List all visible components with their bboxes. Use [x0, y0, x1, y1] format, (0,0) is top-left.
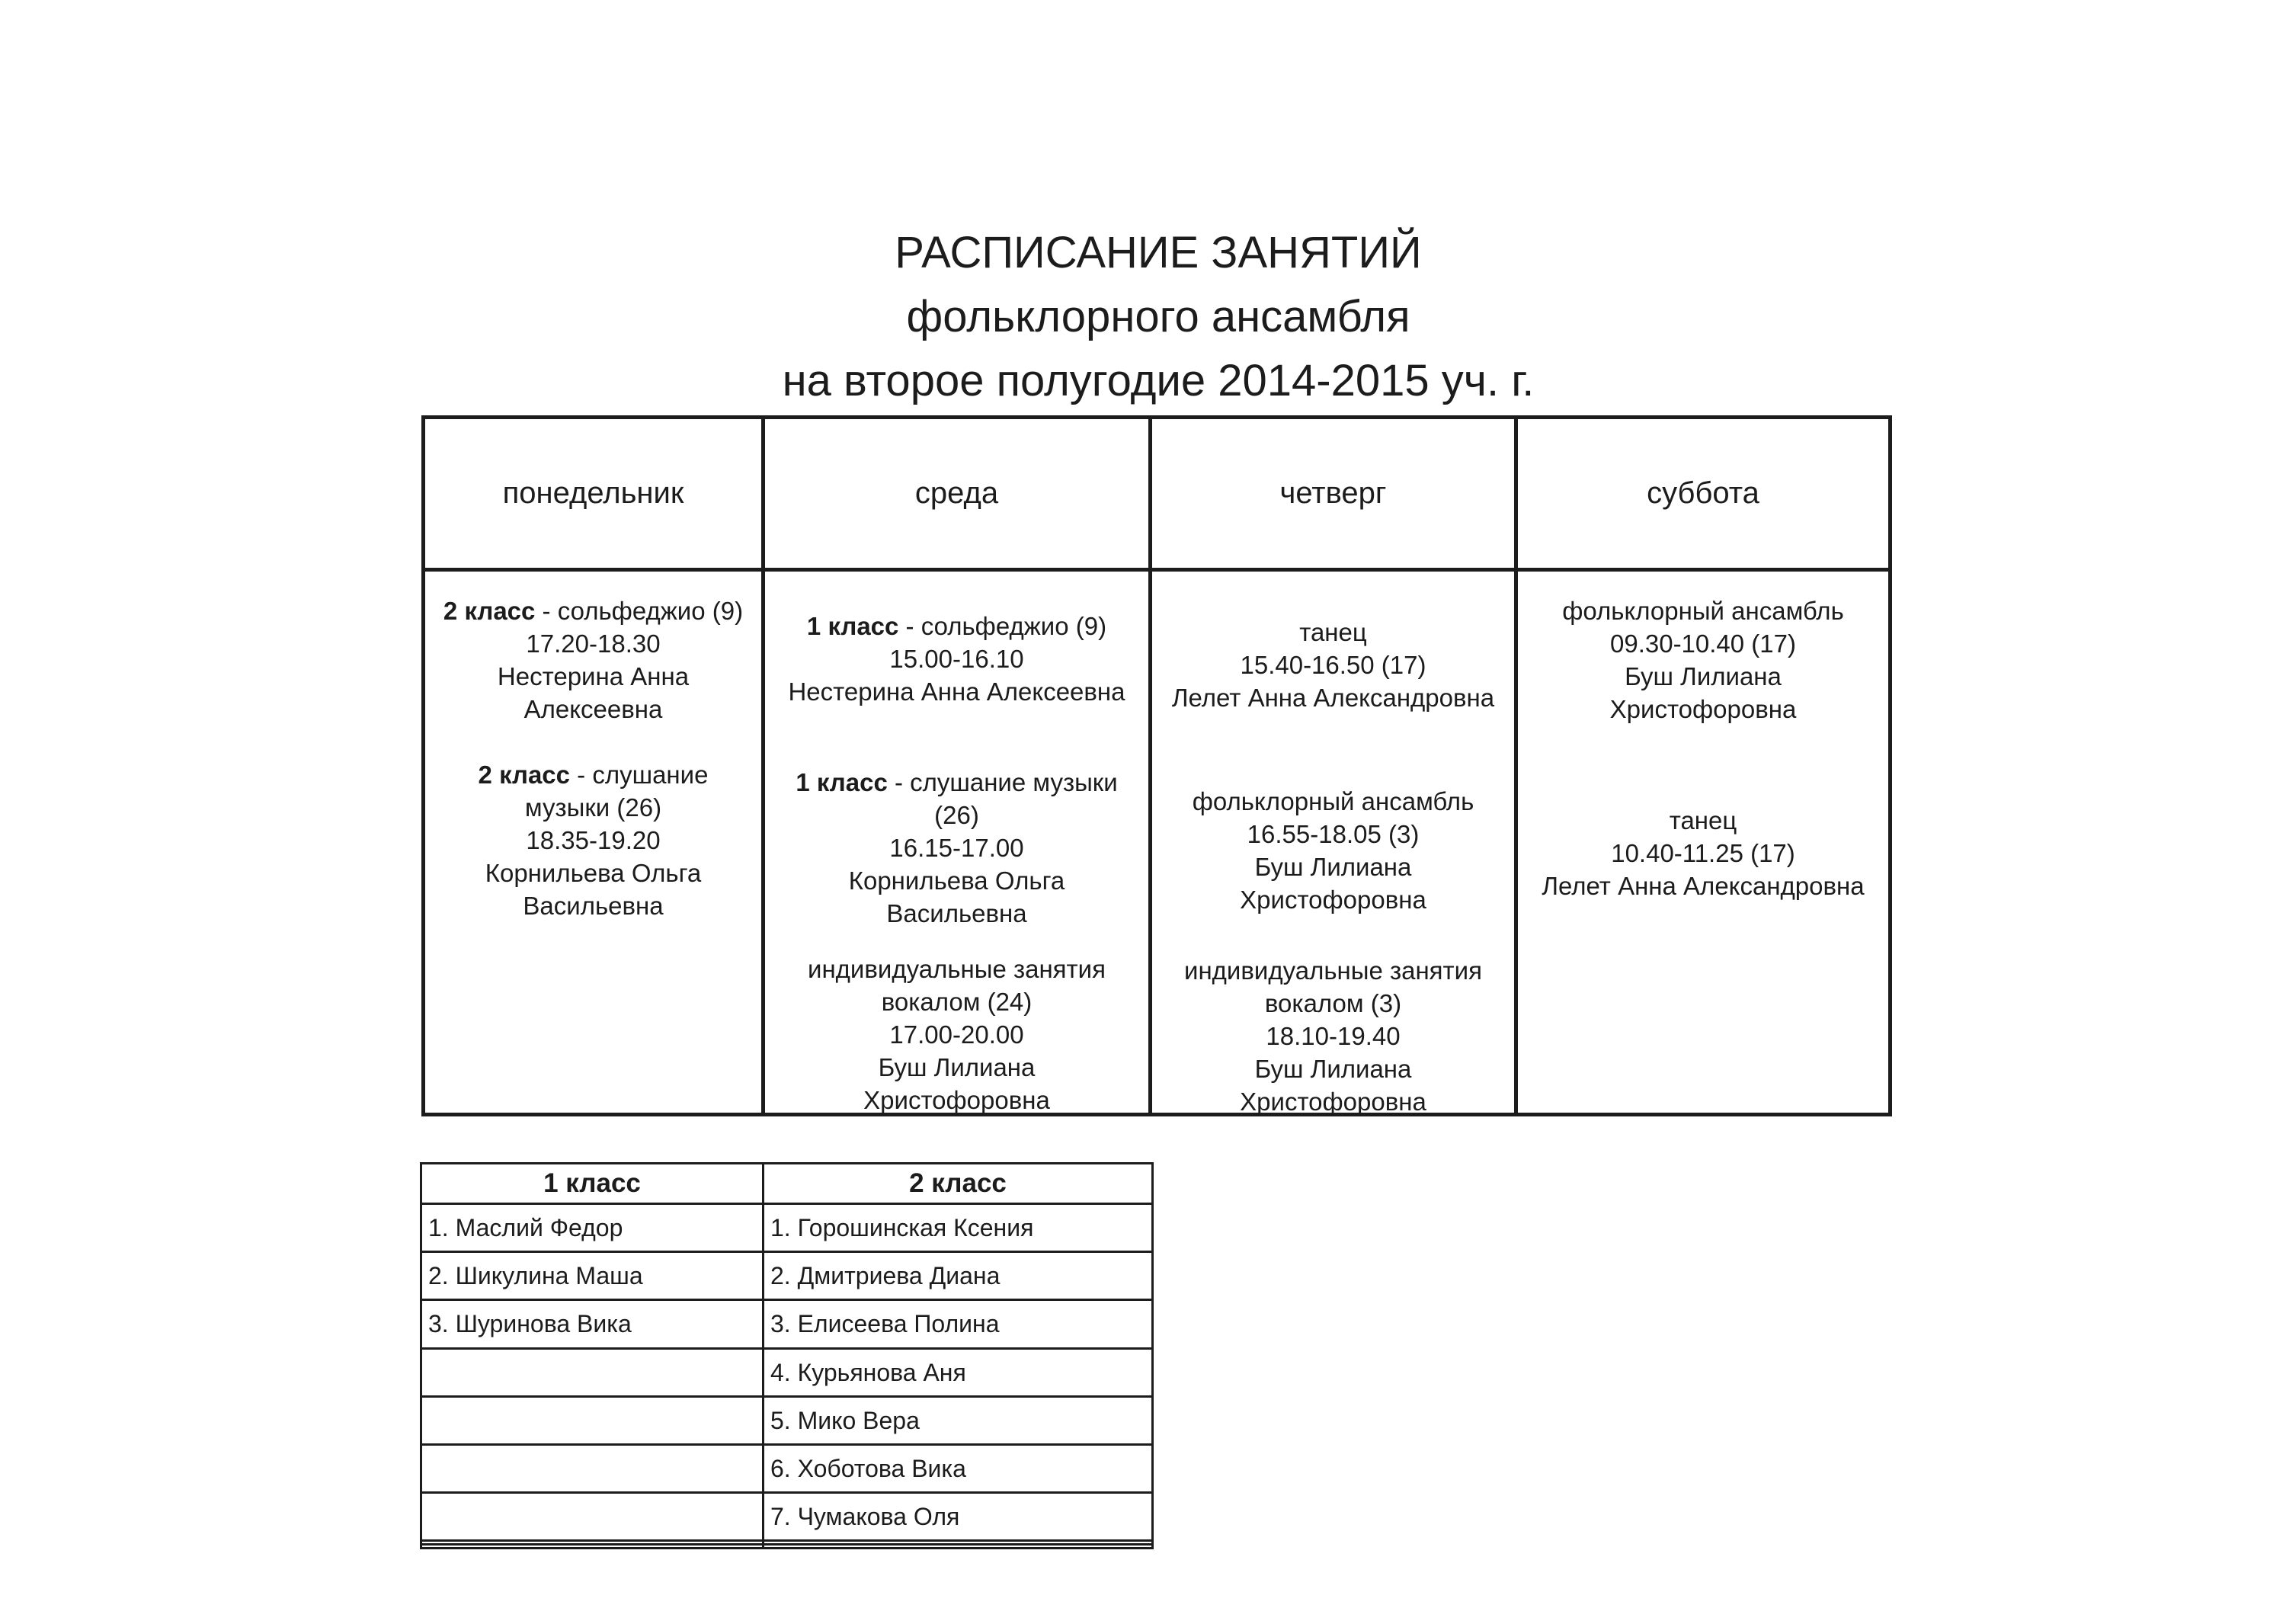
teacher-text: Лелет Анна Александровна	[1542, 872, 1865, 900]
subject-text: танец	[1299, 618, 1367, 646]
roster-row	[421, 1493, 1153, 1541]
roster-cell-class2: 4. Курьянова Аня	[764, 1348, 1153, 1396]
teacher-text: Васильевна	[523, 892, 664, 920]
time-text: 15.40-16.50 (17)	[1240, 651, 1426, 679]
time-text: 16.15-17.00	[889, 834, 1024, 862]
subject-text: (26)	[934, 801, 979, 829]
student-roster-table	[420, 1162, 1154, 1549]
teacher-text: Буш Лилиана	[878, 1053, 1036, 1081]
schedule-entry	[1152, 954, 1514, 1118]
teacher-text: Корнильева Ольга	[848, 866, 1065, 895]
roster-cell-class2: 1. Горошинская Ксения	[764, 1204, 1153, 1252]
time-text: 17.20-18.30	[526, 629, 661, 658]
time-text: 15.00-16.10	[889, 645, 1024, 673]
monday-cell	[424, 570, 764, 1115]
teacher-text: Буш Лилиана	[1254, 1055, 1412, 1083]
subject-text: индивидуальные занятия	[808, 955, 1106, 983]
class-label: 2 класс	[443, 597, 536, 625]
roster-cell-empty	[421, 1545, 764, 1549]
roster-row	[421, 1444, 1153, 1492]
time-text: 16.55-18.05 (3)	[1247, 820, 1420, 848]
title-line-3: на второе полугодие 2014-2015 уч. г.	[782, 356, 1535, 405]
roster-cell-empty	[421, 1493, 764, 1541]
subject-text: - слушание музыки	[887, 768, 1118, 796]
subject-text: музыки (26)	[524, 793, 662, 822]
schedule-entry	[425, 758, 761, 922]
schedule-entry	[425, 594, 761, 726]
entry-line	[765, 610, 1148, 642]
teacher-text: Васильевна	[886, 899, 1027, 927]
entry-line	[765, 766, 1148, 799]
roster-cell-class2: 3. Елисеева Полина	[764, 1300, 1153, 1348]
subject-text: фольклорный ансамбль	[1562, 597, 1844, 625]
subject-text: - слушание	[570, 761, 709, 789]
roster-cell-empty	[421, 1444, 764, 1492]
entry-line	[425, 594, 761, 627]
teacher-text: Буш Лилиана	[1254, 853, 1412, 881]
roster-cell-class2: 6. Хоботова Вика	[764, 1444, 1153, 1492]
roster-cell-empty	[764, 1545, 1153, 1549]
roster-row	[421, 1545, 1153, 1549]
roster-header-class1: 1 класс	[421, 1164, 764, 1204]
schedule-body-row	[424, 570, 1891, 1115]
saturday-cell	[1516, 570, 1891, 1115]
teacher-text: Христофоровна	[1609, 695, 1797, 723]
schedule-entry	[765, 766, 1148, 930]
thursday-cell	[1151, 570, 1516, 1115]
subject-text: вокалом (3)	[1264, 989, 1402, 1017]
schedule-entry	[765, 610, 1148, 708]
teacher-text: Корнильева Ольга	[485, 859, 702, 887]
roster-cell-class1: 2. Шикулина Маша	[421, 1252, 764, 1300]
entry-line	[425, 758, 761, 791]
schedule-table	[421, 415, 1892, 1116]
day-header-monday: понедельник	[424, 418, 764, 570]
teacher-text: Буш Лилиана	[1625, 662, 1782, 690]
roster-cell-class2: 2. Дмитриева Диана	[764, 1252, 1153, 1300]
roster-row	[421, 1204, 1153, 1252]
subject-text: - сольфеджио (9)	[535, 597, 744, 625]
subject-text: вокалом (24)	[881, 988, 1033, 1016]
roster-row	[421, 1396, 1153, 1444]
roster-cell-empty	[421, 1348, 764, 1396]
roster-header-class2: 2 класс	[764, 1164, 1153, 1204]
day-header-wednesday: среда	[764, 418, 1151, 570]
class-label: 1 класс	[806, 612, 899, 640]
time-text: 10.40-11.25 (17)	[1611, 839, 1795, 867]
schedule-entry	[1518, 804, 1888, 902]
subject-text: фольклорный ансамбль	[1192, 787, 1474, 815]
teacher-text: Христофоровна	[1240, 886, 1426, 914]
teacher-text: Лелет Анна Александровна	[1171, 684, 1495, 712]
schedule-entry	[1152, 785, 1514, 916]
document-title	[0, 221, 2286, 413]
day-header-saturday: суббота	[1516, 418, 1891, 570]
subject-text: танец	[1669, 806, 1737, 834]
time-text: 17.00-20.00	[889, 1020, 1024, 1049]
day-header-thursday: четверг	[1151, 418, 1516, 570]
teacher-text: Христофоровна	[1240, 1087, 1426, 1116]
teacher-text: Христофоровна	[863, 1086, 1050, 1114]
roster-cell-empty	[421, 1396, 764, 1444]
roster-row	[421, 1300, 1153, 1348]
schedule-entry	[1518, 594, 1888, 726]
teacher-text: Алексеевна	[523, 695, 663, 723]
roster-cell-class1: 3. Шуринова Вика	[421, 1300, 764, 1348]
roster-cell-class2: 5. Мико Вера	[764, 1396, 1153, 1444]
wednesday-cell	[764, 570, 1151, 1115]
roster-row	[421, 1252, 1153, 1300]
class-label: 1 класс	[796, 768, 888, 796]
roster-header-row	[421, 1164, 1153, 1204]
roster-row	[421, 1348, 1153, 1396]
subject-text: - сольфеджио (9)	[898, 612, 1107, 640]
roster-cell-class2: 7. Чумакова Оля	[764, 1493, 1153, 1541]
title-line-1: РАСПИСАНИЕ ЗАНЯТИЙ	[895, 228, 1422, 277]
subject-text: индивидуальные занятия	[1184, 956, 1482, 985]
roster-cell-class1: 1. Маслий Федор	[421, 1204, 764, 1252]
time-text: 18.10-19.40	[1266, 1022, 1401, 1050]
schedule-header-row	[424, 418, 1891, 570]
teacher-text: Нестерина Анна Алексеевна	[788, 677, 1125, 706]
time-text: 18.35-19.20	[526, 826, 661, 854]
time-text: 09.30-10.40 (17)	[1609, 629, 1796, 658]
teacher-text: Нестерина Анна	[497, 662, 690, 690]
class-label: 2 класс	[478, 761, 571, 789]
schedule-entry	[765, 953, 1148, 1116]
schedule-entry	[1152, 616, 1514, 714]
title-line-2: фольклорного ансамбля	[906, 292, 1410, 341]
